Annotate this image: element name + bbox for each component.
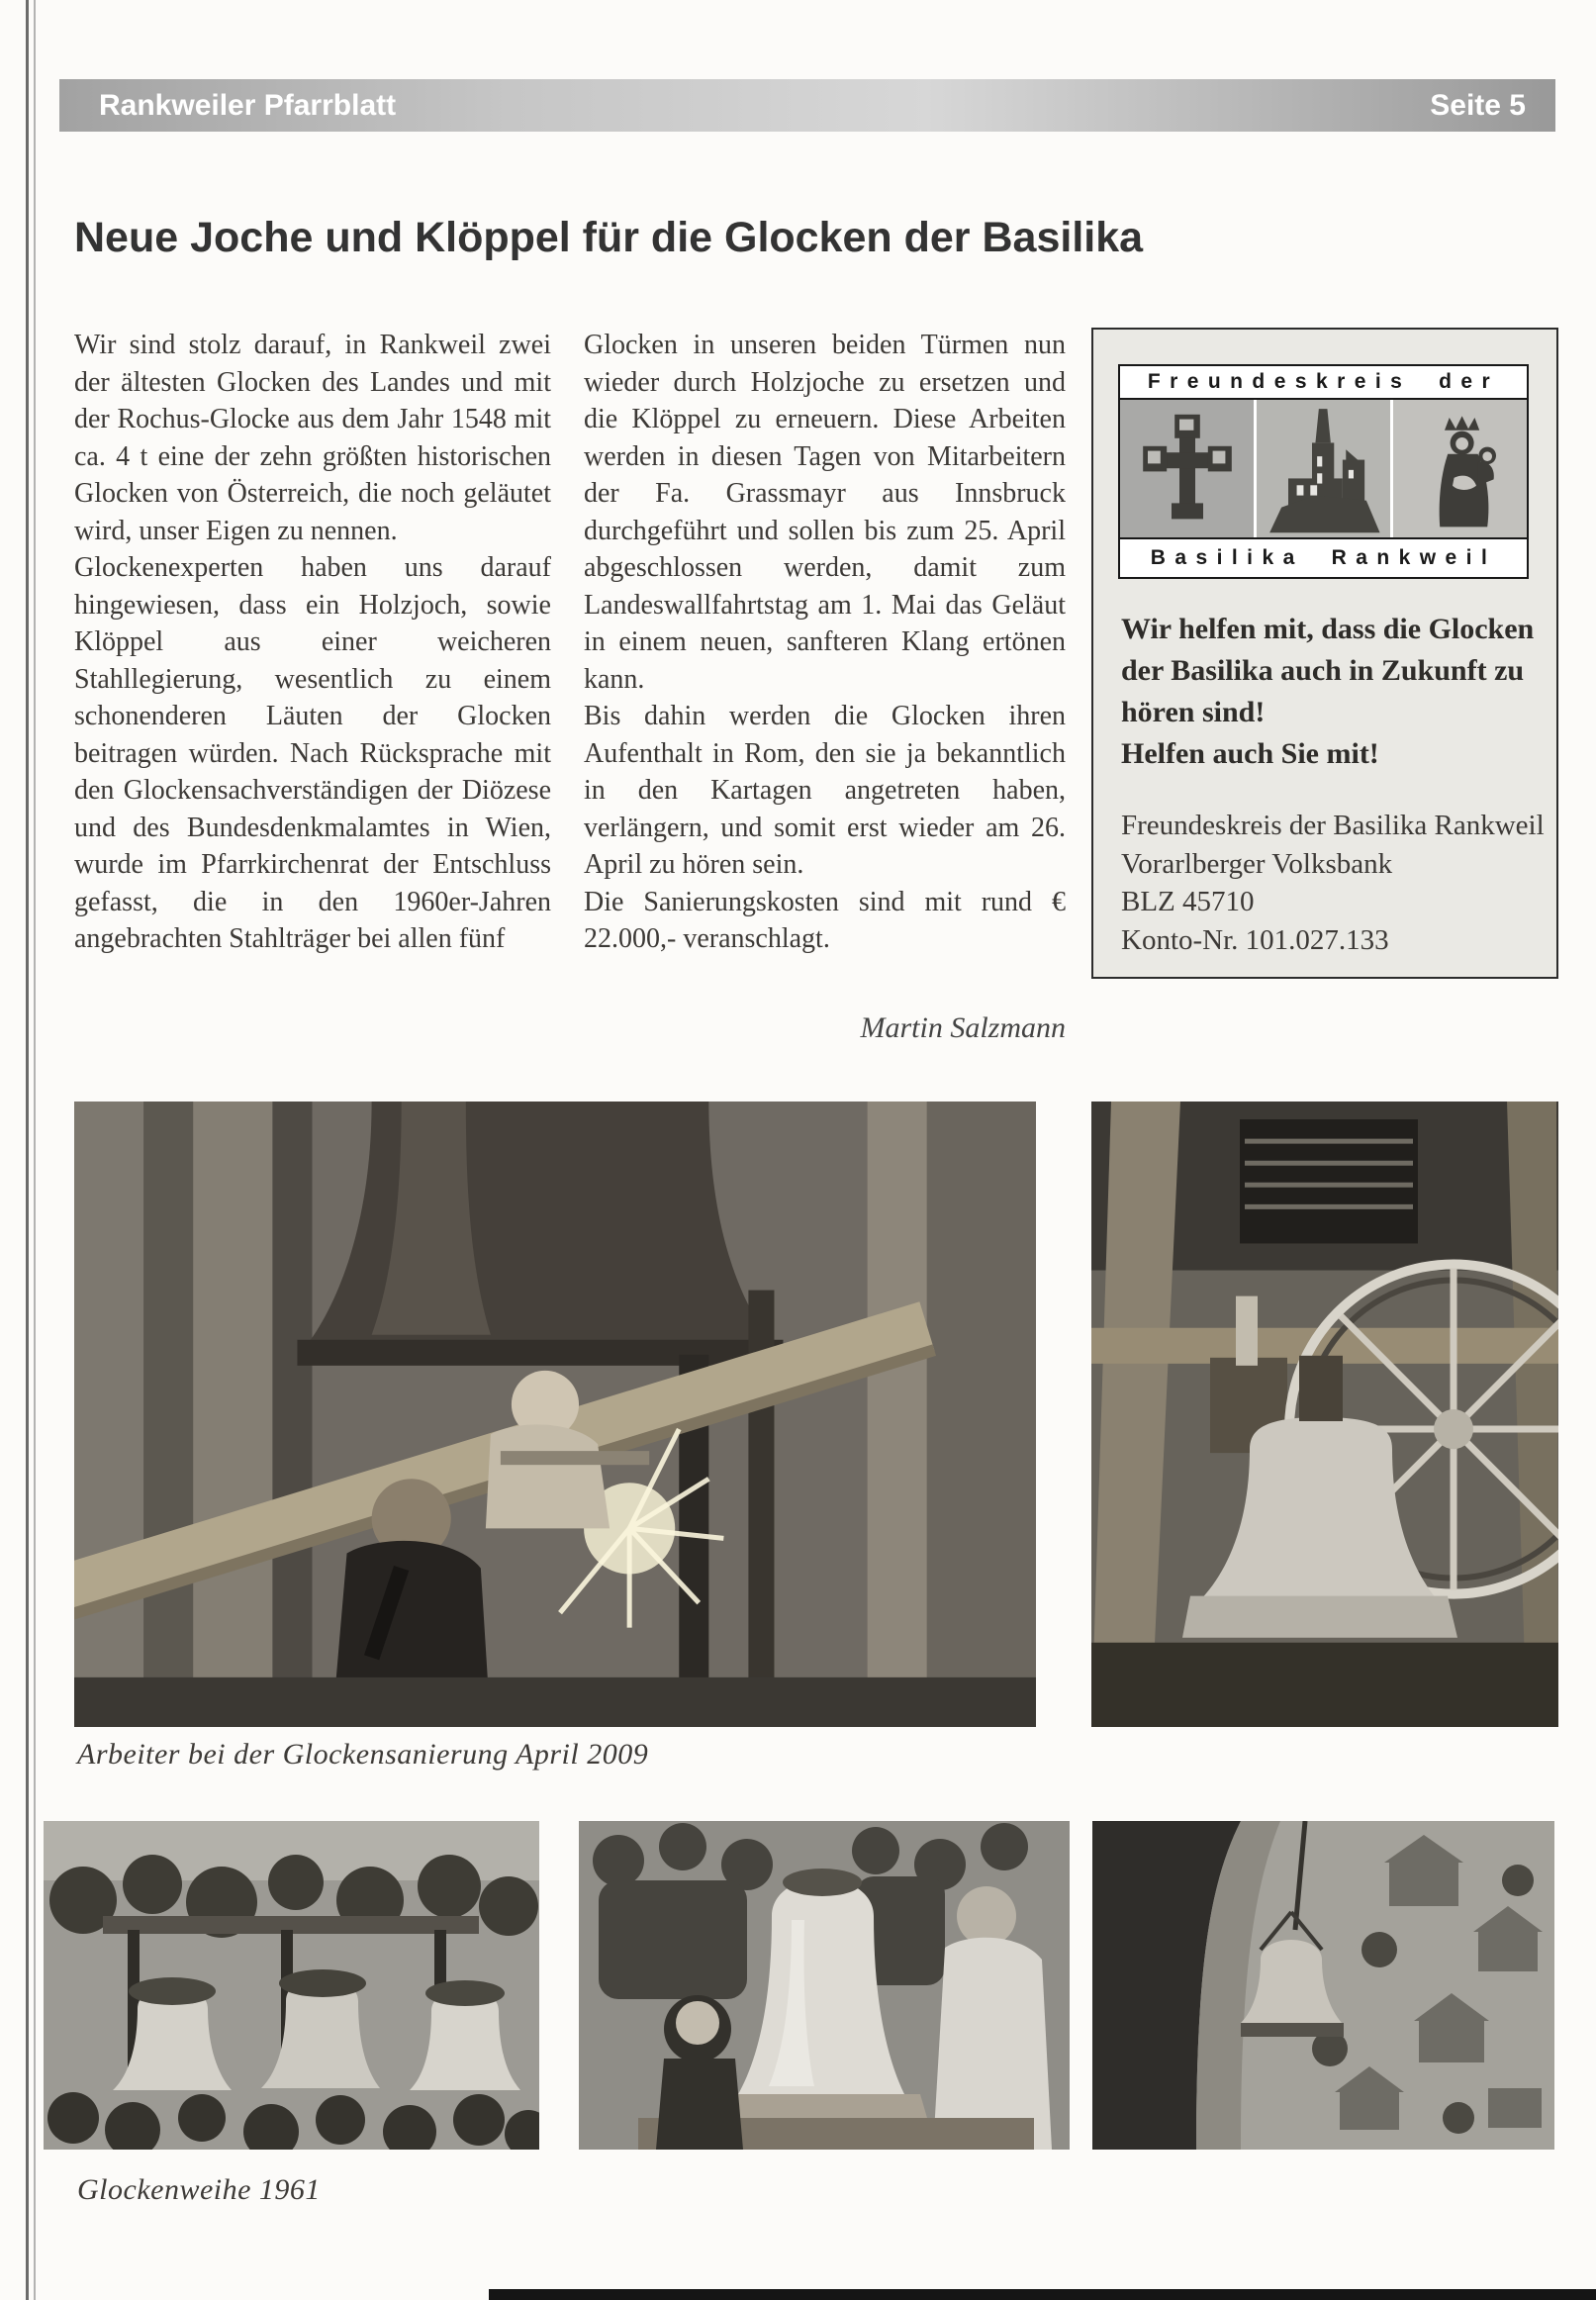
bank-account-number: Konto-Nr. 101.027.133 — [1121, 923, 1389, 956]
bell-on-cart-crowd-photo — [579, 1821, 1070, 2150]
basilica-icon — [1257, 400, 1390, 537]
logo-image-panels — [1120, 400, 1527, 537]
scan-edge-bar — [489, 2289, 1596, 2300]
appeal-text: Wir helfen mit, dass die Glocken der Basilika auch in Zukunft zu hören sind! — [1121, 613, 1535, 728]
cross-icon — [1120, 400, 1254, 537]
article-title: Neue Joche und Klöppel für die Glocken der Basilika — [74, 214, 1144, 261]
madonna-with-child-icon — [1393, 400, 1527, 537]
bell-renovation-workers-photo — [74, 1102, 1036, 1727]
paragraph: Die Sanierungskosten sind mit rund € 22.000,- veranschlagt. — [584, 886, 1066, 954]
article-column-1 — [74, 327, 551, 958]
photo-caption-top: Arbeiter bei der Glockensanierung April 2009 — [77, 1738, 649, 1771]
author-signature: Martin Salzmann — [860, 1011, 1066, 1044]
donation-appeal — [1121, 609, 1537, 775]
logo-text-top: Freundeskreis der — [1120, 366, 1527, 400]
aerial-bell-transport-photo — [1092, 1821, 1554, 2150]
bank-details — [1121, 807, 1547, 959]
garlanded-bells-crowd-photo — [44, 1821, 539, 2150]
paragraph: Wir sind stolz darauf, in Rankweil zwei der ältesten Glocken des Landes und mit der Rochus-Glocke aus dem Jahr 1548 mit ca. 4 t eine der zehn größten historischen Glocken von Österreich, die noch geläutet wird, unser Eigen zu nennen. — [74, 330, 551, 546]
donation-infobox — [1091, 328, 1558, 979]
newsletter-name: Rankweiler Pfarrblatt — [99, 88, 397, 122]
page-number: Seite 5 — [1430, 88, 1526, 122]
freundeskreis-logo — [1118, 364, 1529, 579]
logo-text-bottom: Basilika Rankweil — [1120, 537, 1527, 577]
article-column-2 — [584, 327, 1066, 958]
paragraph: Bis dahin werden die Glocken ihren Aufenthalt in Rom, den sie ja bekanntlich in den Kartagen angetreten haben, verlängern, und somit erst wieder am 26. April zu hören sein. — [584, 701, 1066, 880]
appeal-call: Helfen auch Sie mit! — [1121, 737, 1379, 770]
paragraph: Glockenexperten haben uns darauf hingewiesen, dass ein Holzjoch, sowie Klöppel aus einer weicheren Stahllegierung, wesentlich zu einem schonenderen Läuten der Glocken beitragen würden. Nach Rücksprache mit den Glockensachverständigen der Diözese und des Bundesdenkmalamtes in Wien, wurde im Pfarrkirchenrat der Entschluss gefasst, die in den 1960er-Jahren angebrachten Stahlträger bei allen fünf — [74, 552, 551, 954]
bell-with-wheel-photo — [1091, 1102, 1558, 1727]
photo-caption-bottom: Glockenweihe 1961 — [77, 2173, 321, 2206]
bank-account-holder: Freundeskreis der Basilika Rankweil — [1121, 810, 1545, 841]
scan-binding-line — [26, 0, 29, 2300]
bank-blz: BLZ 45710 — [1121, 886, 1255, 917]
paragraph: Glocken in unseren beiden Türmen nun wieder durch Holzjoche zu ersetzen und die Klöppel zu erneuern. Diese Arbeiten werden in diesen Tagen von Mitarbeitern der Fa. Grassmayr aus Innsbruck durchgeführt und sollen bis zum 25. April abgeschlossen werden, damit zum Landeswallfahrtstag am 1. Mai das Geläut in einem neuen, sanfteren Klang ertönen kann. — [584, 330, 1066, 695]
scan-binding-line-2 — [34, 0, 36, 2300]
bank-name: Vorarlberger Volksbank — [1121, 847, 1393, 880]
masthead-bar — [59, 79, 1555, 132]
